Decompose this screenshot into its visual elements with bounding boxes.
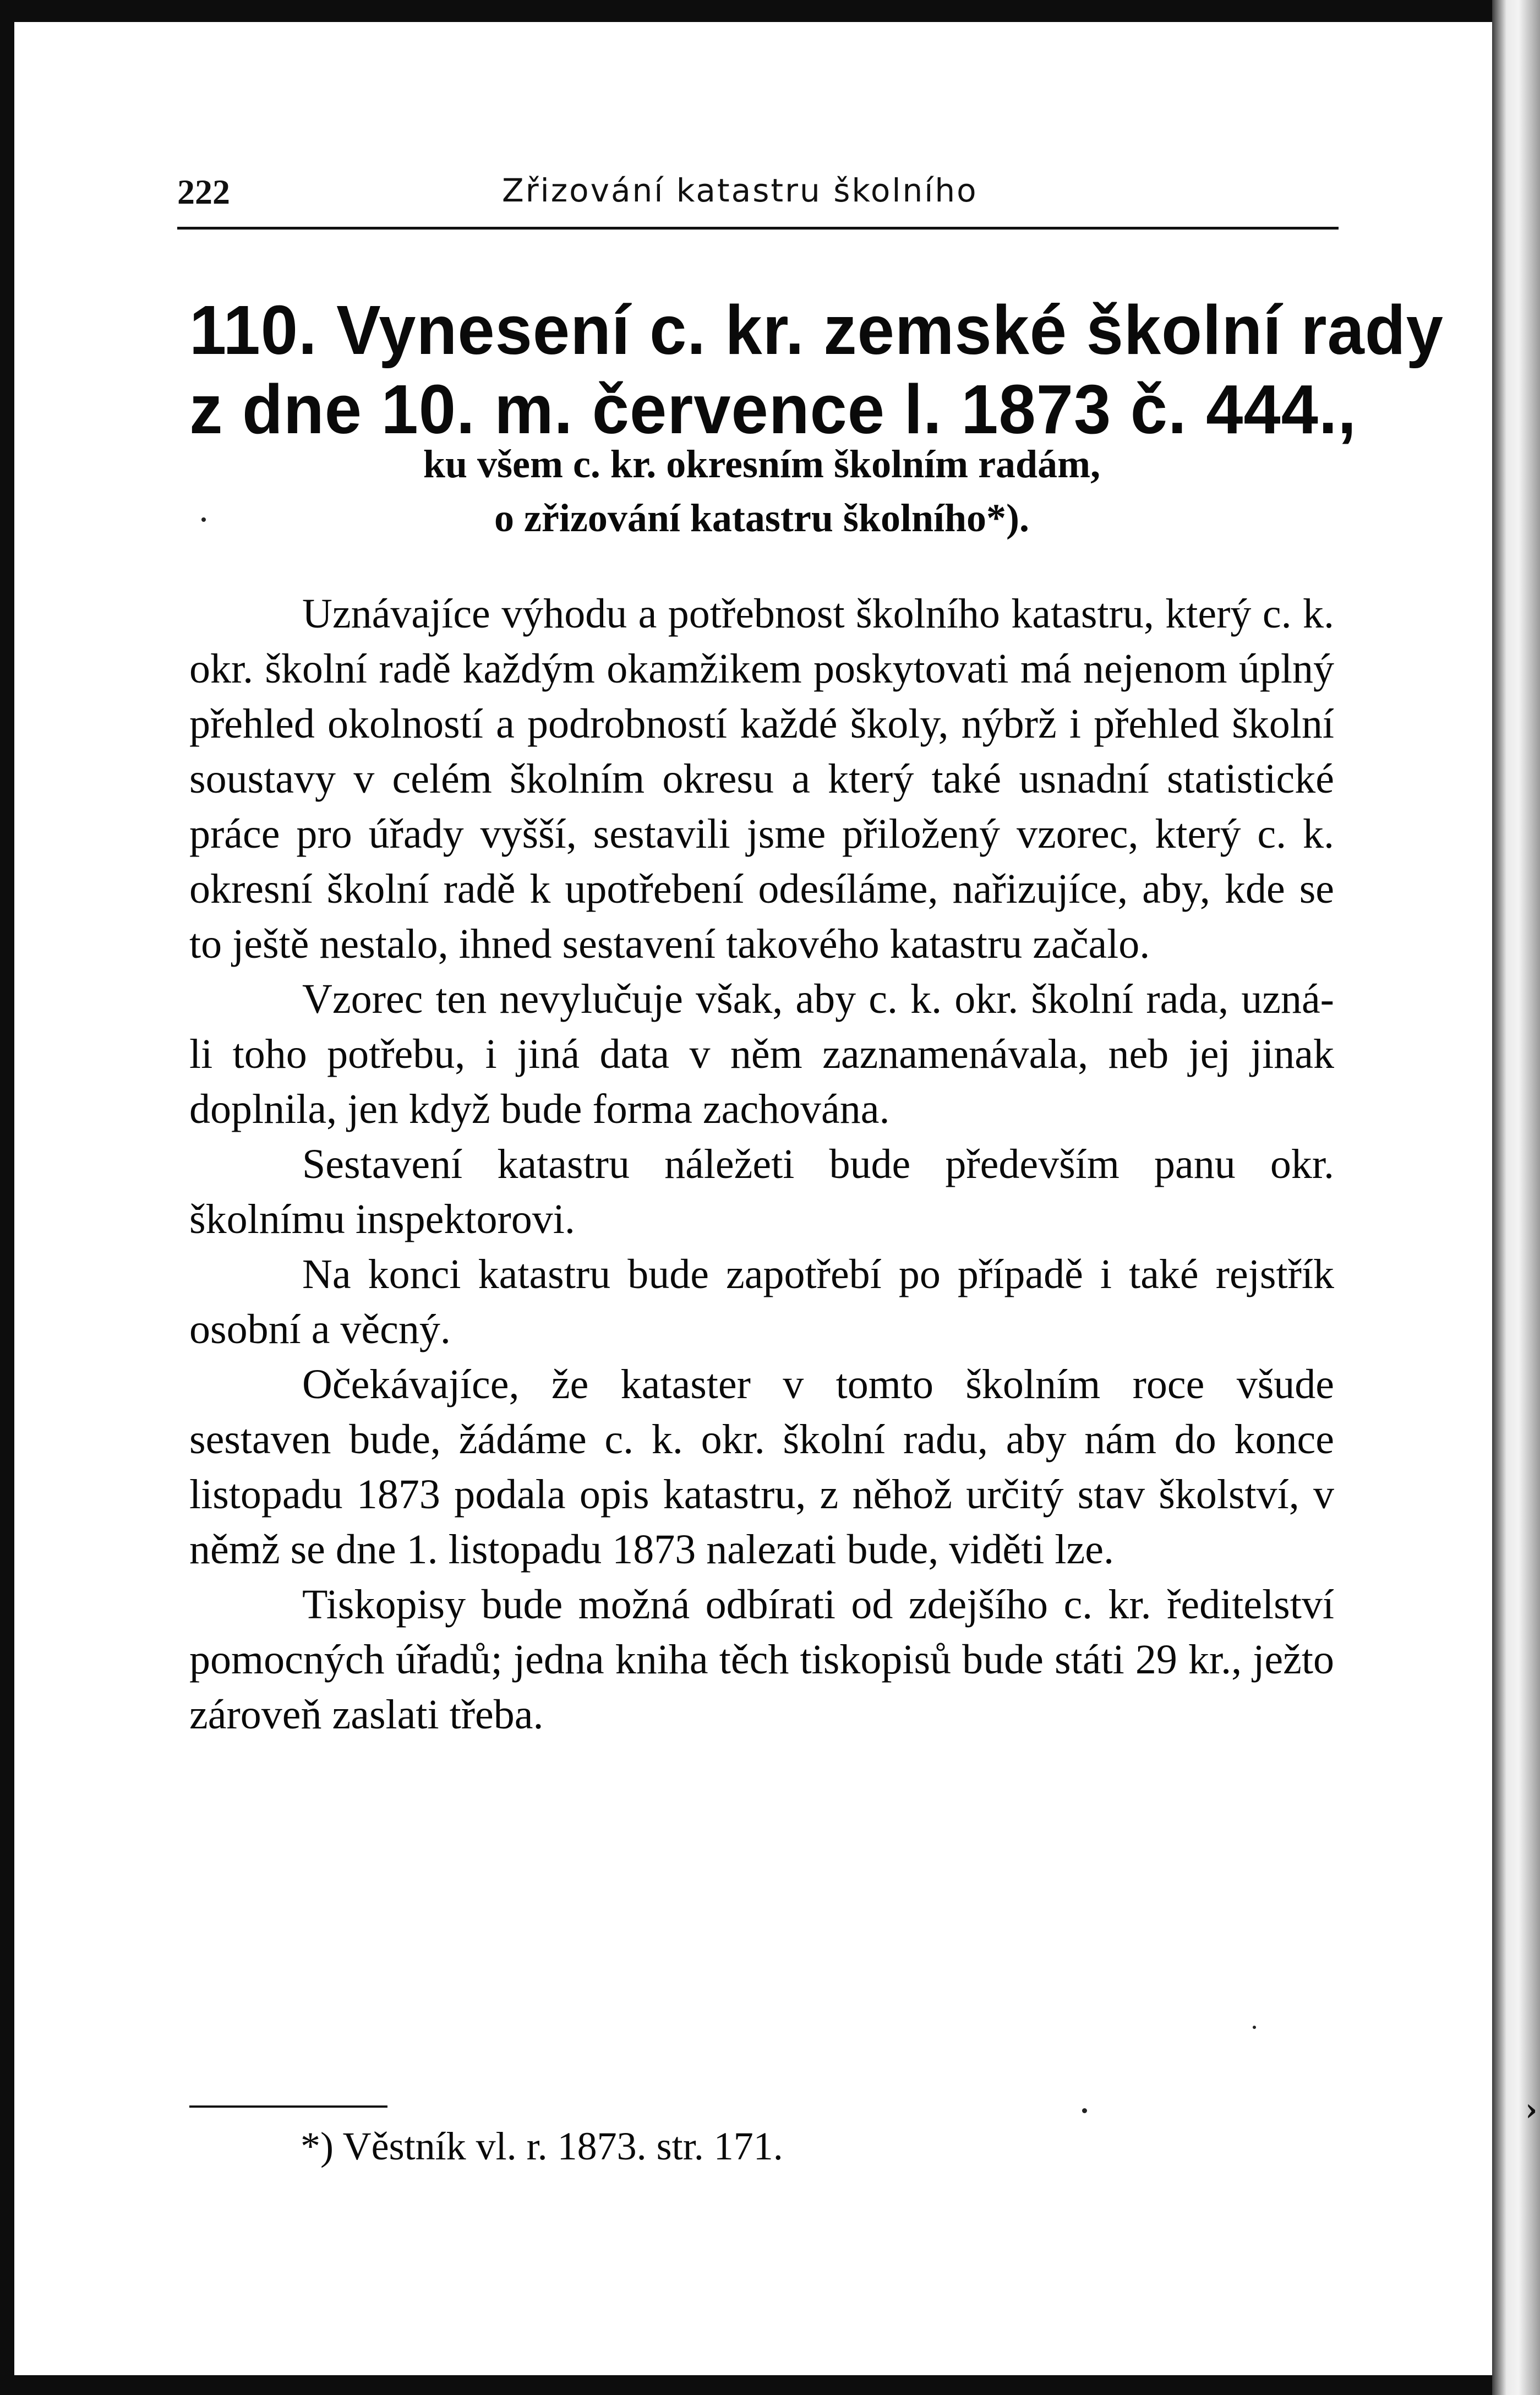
heading-line-2: z dne 10. m. července l. 1873 č. 444., (189, 370, 1357, 448)
page-gutter (1492, 0, 1540, 2395)
subheading-line-1: ku všem c. kr. okresním školním radám, (423, 442, 1101, 486)
section-subheading (189, 437, 1334, 545)
print-speck (201, 517, 206, 522)
running-head (177, 166, 1339, 230)
paragraph: Tiskopisy bude možná odbírati od zdejšího c. kr. ředitelství pomocných úřadů; jedna kniha těch tiskopisů bude státi 29 kr., ježto zároveň zaslati třeba. (189, 1581, 1334, 1738)
running-head-title: Zřizování katastru školního (502, 172, 978, 209)
paragraph: Sestavení katastru náležeti bude především panu okr. školnímu inspektorovi. (189, 1141, 1334, 1242)
book-page (14, 22, 1492, 2375)
footnote-divider (189, 2105, 387, 2108)
subheading-line-2: o zřizování katastru školního*). (494, 496, 1030, 540)
paragraph: Vzorec ten nevylučuje však, aby c. k. okr. školní rada, uzná-li toho potřebu, i jiná data v něm zaznamenávala, neb jej jinak doplnila, jen když bude forma zachována. (189, 976, 1334, 1132)
page-number: 222 (177, 172, 230, 211)
paragraph: Na konci katastru bude zapotřebí po případě i také rejstřík osobní a věcný. (189, 1251, 1334, 1352)
paragraph: Uznávajíce výhodu a potřebnost školního katastru, který c. k. okr. školní radě každým okamžikem poskytovati má nejenom úplný přehled okolností a podrobností každé školy, nýbrž i přehled školní soustavy v celém školním okresu a který také usnadní statistické práce pro úřady vyšší, sestavili jsme přiložený vzorec, který c. k. okresní školní radě k upotřebení odesíláme, nařizujíce, aby, kde se to ještě nestalo, ihned sestavení takového katastru začalo. (189, 591, 1334, 967)
footnote: *) Věstník vl. r. 1873. str. 171. (301, 2124, 783, 2168)
print-speck (1253, 2026, 1256, 2029)
heading-line-1: 110. Vynesení c. kr. zemské školní rady (189, 291, 1444, 369)
section-heading (189, 291, 1444, 449)
print-speck (1082, 2108, 1087, 2113)
paragraph: Očekávajíce, že kataster v tomto školním roce všude sestaven bude, žádáme c. k. okr. školní radu, aby nám do konce listopadu 1873 podala opis katastru, z něhož určitý stav školství, v němž se dne 1. listopadu 1873 nalezati bude, viděti lze. (189, 1361, 1334, 1573)
body-text (189, 586, 1334, 1742)
gutter-mark-icon: › (1525, 2092, 1538, 2128)
